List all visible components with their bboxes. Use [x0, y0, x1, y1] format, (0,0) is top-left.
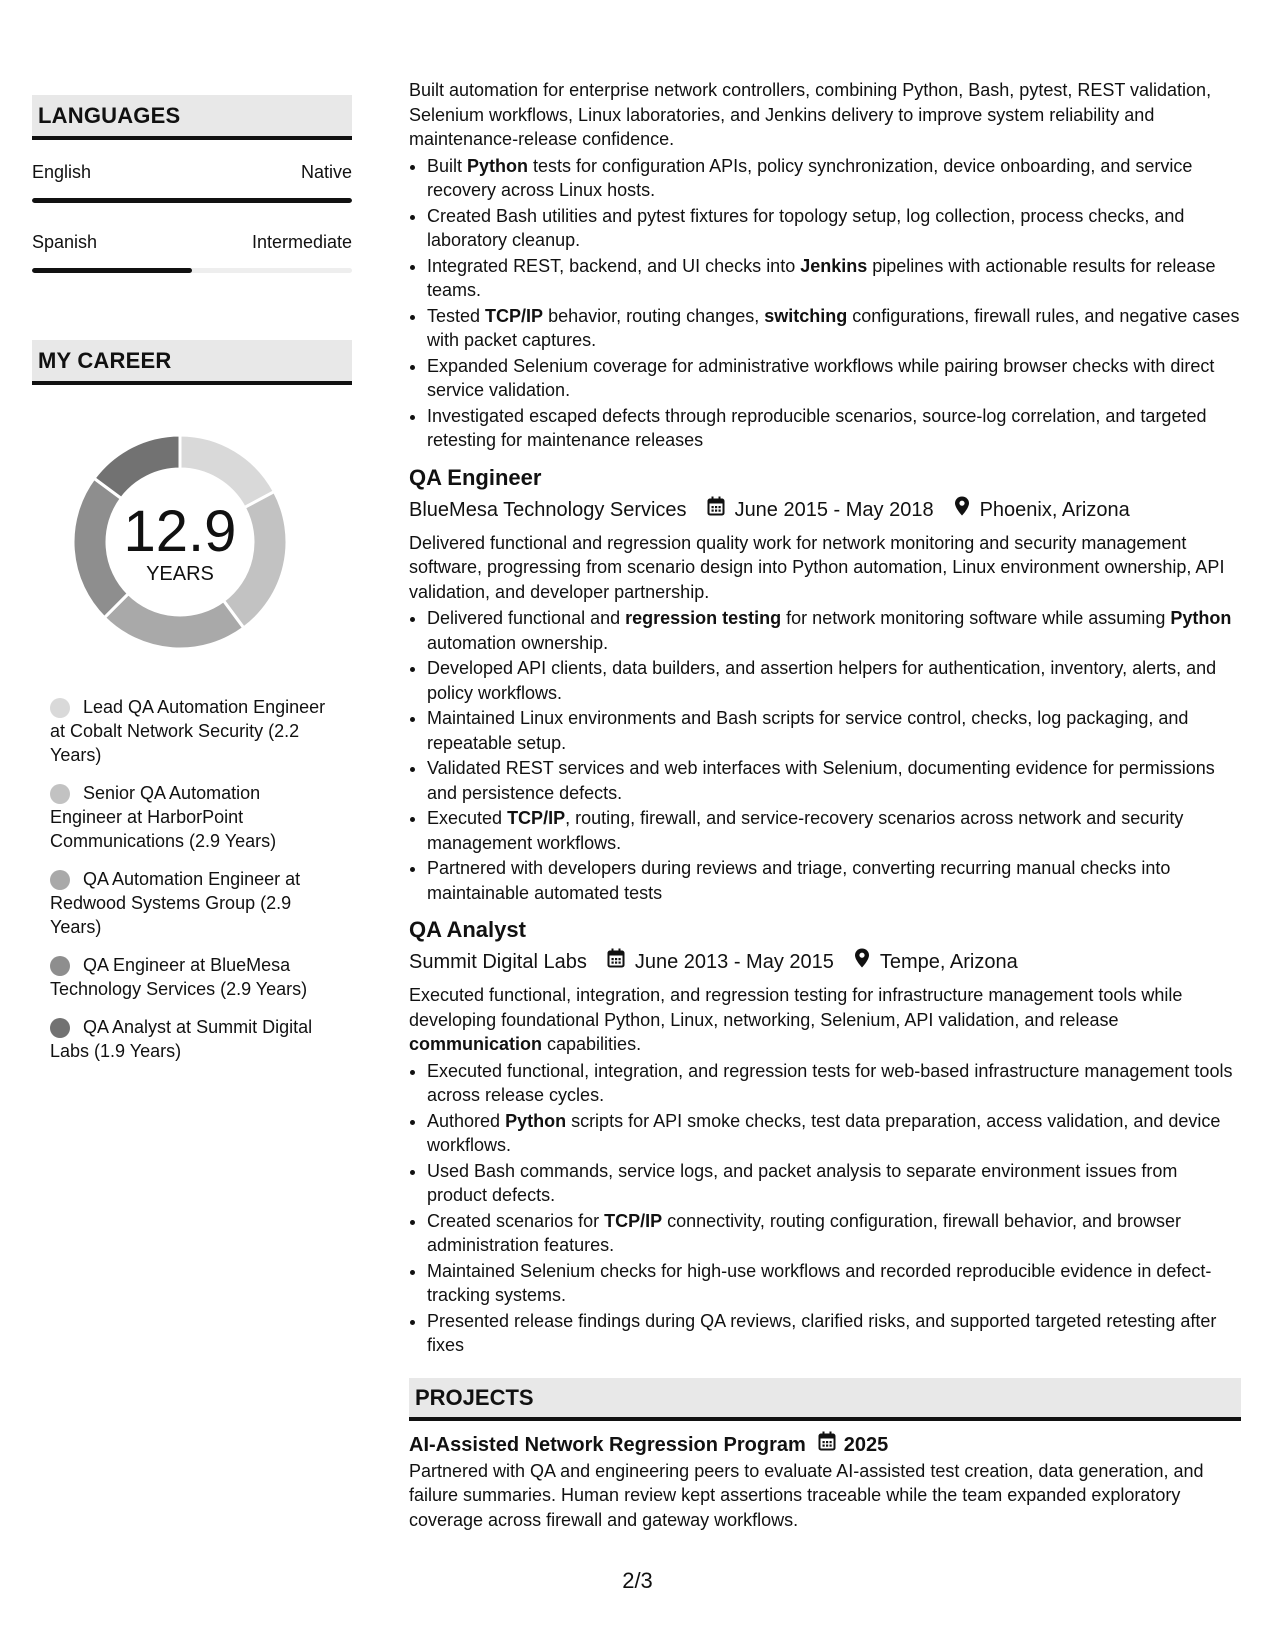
bullet-item [427, 656, 1241, 705]
text-run: Executed [427, 808, 508, 828]
career-section [32, 340, 352, 1077]
language-level: Intermediate [251, 232, 352, 252]
bullet-item [427, 1059, 1241, 1108]
calendar-icon [818, 1431, 836, 1459]
job-meta [409, 495, 1241, 525]
text-run: automation ownership. [427, 632, 609, 653]
text-run: Created Bash utilities and pytest fixtures for topology setup, log collection, process checks, and laboratory cleanup. [427, 205, 1185, 250]
experience-intro: Built automation for enterprise network controllers, combining Python, Bash, pytest, REST validation, Selenium workflows, Linux laboratories, and Jenkins delivery to improve system reliability and maintenance-release confidence. [409, 80, 1212, 149]
bullet-item [427, 806, 1241, 855]
bullet-item [427, 1259, 1241, 1308]
project-item [409, 1431, 1241, 1533]
text-run: Delivered functional and [427, 608, 626, 628]
bold-keyword: TCP/IP [507, 808, 566, 828]
language-proficiency-bar [32, 268, 352, 273]
languages-section [32, 95, 352, 280]
bullet-item [427, 154, 1241, 203]
calendar-icon [607, 947, 625, 977]
bullet-item [427, 404, 1241, 453]
job-entry [409, 915, 1241, 1358]
text-run: Tested [427, 305, 486, 326]
language-proficiency-fill [32, 268, 192, 273]
project-description: Partnered with QA and engineering peers to evaluate AI-assisted test creation, data generation, and failure summaries. Human review kept assertions traceable while the team expanded exploratory coverage across firewall and gateway workflows. [409, 1460, 1204, 1530]
career-legend-item [50, 1015, 330, 1063]
legend-dot [50, 956, 70, 976]
bold-keyword: regression testing [625, 608, 782, 628]
bullet-item [427, 304, 1241, 353]
job-location: Phoenix, Arizona [979, 498, 1130, 521]
text-run: Used Bash commands, service logs, and packet analysis to separate environment issues from product defects. [427, 1160, 1178, 1205]
languages-heading: LANGUAGES [32, 95, 352, 140]
text-run: for network monitoring software while assuming [781, 608, 1171, 628]
experience-list [409, 463, 1241, 1358]
bold-keyword: TCP/IP [485, 305, 544, 326]
job-summary [409, 531, 1241, 605]
text-run: Created scenarios for [427, 1210, 605, 1231]
text-run: Executed functional, integration, and regression testing for infrastructure management tools while developing foundational Python, Linux, networking, Selenium, API validation, and release [409, 985, 1183, 1030]
main-content [409, 78, 1241, 1532]
map-pin-icon [954, 495, 970, 525]
job-bullet-list [409, 606, 1241, 905]
text-run: , routing, firewall, and service-recovery scenarios across network and security management workflows. [427, 808, 1184, 853]
legend-dot [50, 1018, 70, 1038]
bullet-item [427, 204, 1241, 253]
language-proficiency-fill [32, 198, 352, 203]
legend-dot [50, 698, 70, 718]
bullet-item [427, 756, 1241, 805]
career-legend-item [50, 695, 330, 767]
bullet-item [427, 606, 1241, 655]
bold-keyword: Python [467, 155, 529, 176]
sidebar [32, 95, 352, 1061]
career-legend-item [50, 781, 330, 853]
bullet-item [427, 1109, 1241, 1158]
donut-slice [104, 594, 243, 649]
text-run: Delivered functional and regression quality work for network monitoring and security management software, progressing from scenario design into Python automation, Linux environment ownership, API validation, and developer partnership. [409, 532, 1225, 602]
career-donut-chart [67, 429, 293, 655]
legend-dot [50, 784, 70, 804]
page-number: 2/3 [622, 1568, 653, 1593]
career-total-years: 12.9 [123, 499, 237, 564]
career-legend [50, 695, 330, 1063]
text-run: Integrated REST, backend, and UI checks into [427, 255, 801, 276]
job-entry [409, 463, 1241, 906]
job-location: Tempe, Arizona [879, 951, 1018, 973]
text-run: tests for configuration APIs, policy synchronization, device onboarding, and service recovery across Linux hosts. [427, 155, 1193, 200]
bold-keyword: Python [505, 1110, 567, 1131]
language-name: Spanish [32, 232, 98, 252]
bullet-item [427, 1209, 1241, 1258]
job-title: QA Analyst [409, 917, 526, 942]
bold-keyword: Jenkins [800, 255, 868, 276]
text-run: Executed functional, integration, and regression tests for web-based infrastructure management tools across release cycles. [427, 1060, 1233, 1105]
language-level: Native [300, 162, 352, 182]
donut-slice [94, 435, 180, 499]
career-legend-label: QA Automation Engineer at Redwood Systems Group (2.9 Years) [50, 869, 301, 937]
career-legend-label: QA Engineer at BlueMesa Technology Services (2.9 Years) [50, 955, 308, 999]
career-legend-label: Senior QA Automation Engineer at HarborPoint Communications (2.9 Years) [50, 783, 277, 851]
text-run: Developed API clients, data builders, and assertion helpers for authentication, inventory, alerts, and policy workflows. [427, 658, 1217, 703]
bullet-item [427, 254, 1241, 303]
career-legend-label: QA Analyst at Summit Digital Labs (1.9 Years) [50, 1017, 313, 1061]
bold-keyword: TCP/IP [604, 1210, 663, 1231]
bold-keyword: Python [1170, 608, 1232, 628]
text-run: pipelines with actionable results for release teams. [427, 255, 1216, 300]
text-run: Maintained Selenium checks for high-use workflows and recorded reproducible evidence in defect-tracking systems. [427, 1260, 1212, 1305]
text-run: connectivity, routing configuration, firewall behavior, and browser administration features. [427, 1210, 1182, 1255]
career-legend-label: Lead QA Automation Engineer at Cobalt Network Security (2.2 Years) [50, 697, 326, 765]
bold-keyword: communication [409, 1034, 543, 1054]
job-summary [409, 983, 1241, 1057]
language-row [32, 210, 352, 280]
text-run: Investigated escaped defects through reproducible scenarios, source-log correlation, and targeted retesting for maintenance releases [427, 405, 1207, 450]
job-company: BlueMesa Technology Services [409, 498, 687, 521]
job-company: Summit Digital Labs [409, 951, 587, 973]
job-bullet-list [409, 1059, 1241, 1358]
legend-dot [50, 870, 70, 890]
project-header [409, 1431, 1241, 1459]
text-run: Validated REST services and web interfaces with Selenium, documenting evidence for permissions and persistence defects. [427, 758, 1215, 803]
calendar-icon [707, 495, 725, 525]
bullet-item [427, 856, 1241, 905]
project-year: 2025 [843, 1433, 889, 1456]
bullet-item [427, 354, 1241, 403]
text-run: behavior, routing changes, [543, 305, 765, 326]
text-run: Expanded Selenium coverage for administrative workflows while pairing browser checks with direct service validation. [427, 355, 1215, 400]
projects-heading: PROJECTS [409, 1378, 1241, 1421]
languages-list [32, 140, 352, 280]
intro-bullet-list [409, 154, 1241, 453]
text-run: Authored [427, 1110, 506, 1131]
project-title: AI-Assisted Network Regression Program [409, 1433, 806, 1456]
text-run: configurations, firewall rules, and negative cases with packet captures. [427, 305, 1240, 350]
bullet-item [427, 1159, 1241, 1208]
text-run: Built [427, 155, 468, 176]
career-heading: MY CAREER [32, 340, 352, 385]
text-run: Maintained Linux environments and Bash scripts for service control, checks, log packaging, and repeatable setup. [427, 708, 1189, 753]
text-run: capabilities. [542, 1034, 642, 1054]
text-run: Presented release findings during QA reviews, clarified risks, and supported targeted retesting after fixes [427, 1310, 1217, 1355]
language-proficiency-bar [32, 198, 352, 203]
bold-keyword: switching [764, 305, 848, 326]
map-pin-icon [854, 947, 870, 977]
career-years-unit: YEARS [146, 563, 214, 585]
text-run: Partnered with developers during reviews and triage, converting recurring manual checks into maintainable automated tests [427, 858, 1171, 903]
text-run: scripts for API smoke checks, test data preparation, access validation, and device workflows. [427, 1110, 1221, 1155]
bullet-item [427, 1309, 1241, 1358]
job-title: QA Engineer [409, 464, 542, 490]
career-legend-item [50, 867, 330, 939]
bullet-item [427, 706, 1241, 755]
job-dates: June 2015 - May 2018 [734, 498, 934, 521]
job-dates: June 2013 - May 2015 [634, 951, 834, 973]
donut-slice [180, 435, 274, 508]
job-meta [409, 947, 1241, 977]
language-name: English [32, 162, 92, 182]
career-legend-item [50, 953, 330, 1001]
language-row [32, 140, 352, 210]
